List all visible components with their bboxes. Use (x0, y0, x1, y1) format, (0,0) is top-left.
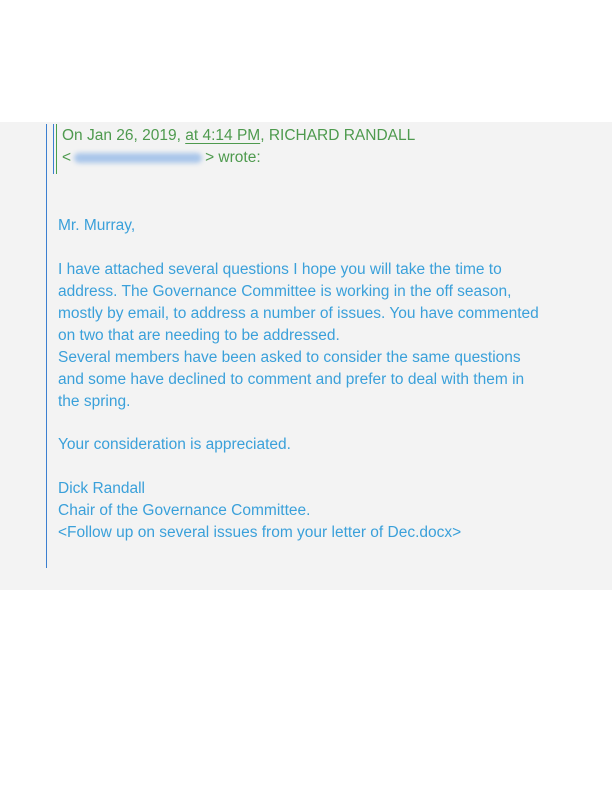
paragraph-line: and some have declined to comment and prefer to deal with them in (58, 371, 525, 388)
reply-header-date-line (62, 127, 415, 145)
quote-bar-outer (46, 124, 47, 568)
quote-bar-inner (53, 124, 54, 174)
closing-block (58, 434, 588, 456)
paragraph-line: on two that are needing to be addressed. (58, 327, 340, 344)
message-paragraph (58, 259, 588, 413)
reply-header-date: On Jan 26, 2019, (62, 127, 186, 144)
paragraph-line: the spring. (58, 393, 131, 410)
paragraph-line: mostly by email, to address a number of issues. You have commented (58, 305, 539, 322)
redacted-email-address (74, 153, 202, 163)
quote-bar-inner-green (56, 124, 57, 174)
paragraph-line: address. The Governance Committee is working in the off season, (58, 283, 512, 300)
attachment-reference: <Follow up on several issues from your letter of Dec.docx> (58, 524, 462, 541)
paragraph-line: I have attached several questions I hope you will take the time to (58, 261, 502, 278)
reply-header-email-line (62, 149, 261, 167)
paragraph-line: Several members have been asked to consider the same questions (58, 349, 521, 366)
reply-header-sender: , RICHARD RANDALL (260, 127, 416, 144)
signature-title: Chair of the Governance Committee. (58, 502, 311, 519)
email-open-bracket: < (62, 149, 72, 166)
closing-line: Your consideration is appreciated. (58, 436, 291, 453)
signature-name: Dick Randall (58, 480, 146, 497)
reply-header-time: at 4:14 PM (185, 127, 261, 144)
email-wrote-text: > wrote: (205, 149, 261, 166)
signature-block (58, 478, 588, 544)
salutation: Mr. Murray, (58, 217, 136, 234)
message-body (58, 215, 588, 237)
